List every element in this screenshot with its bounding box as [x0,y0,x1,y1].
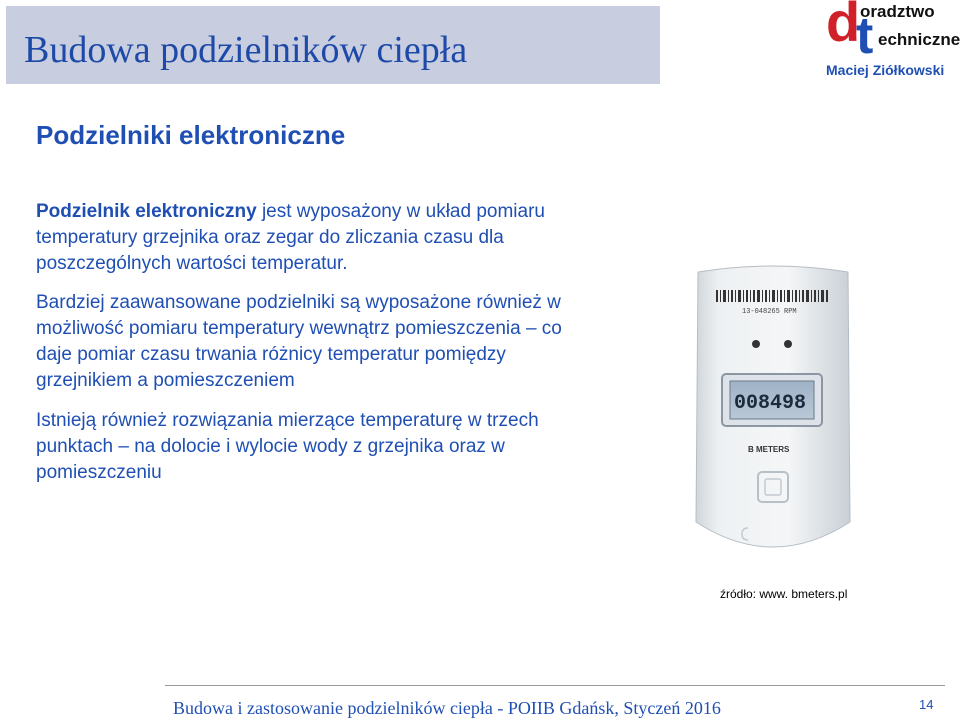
barcode [716,290,828,302]
sensor-dot-left [752,340,760,348]
paragraph-3: Istnieją również rozwiązania mierzące temperaturę w trzech punktach – na dolocie i wylocie wody z grzejnika oraz w pomieszczeniu [36,410,539,483]
lcd-display-value: 008498 [734,392,807,415]
heat-cost-allocator-image [690,262,856,562]
logo-line2: echniczne [878,30,960,49]
paragraph-1-bold: Podzielnik elektroniczny [36,201,257,222]
sensor-dot-right [784,340,792,348]
page-title: Budowa podzielników ciepła [24,29,468,71]
title-bar [6,6,660,84]
paragraph-1-rest: jest wyposażony w układ pomiaru temperatury grzejnika oraz zegar do zliczania czasu dla poszczególnych wartości temperatur. [36,201,545,274]
page-number: 14 [919,697,934,712]
logo-letter-d: d [826,0,861,53]
logo-author: Maciej Ziółkowski [826,62,945,78]
paragraph-2: Bardziej zaawansowane podzielniki są wyposażone również w możliwość pomiaru temperatury wewnątrz pomieszczenia – co daje pomiar czasu trwania różnicy temperatur pomiędzy grzejnikiem a pomieszczeniem [36,292,562,391]
image-source-note: źródło: www. bmeters.pl [720,587,848,601]
logo [826,0,960,84]
footer-text: Budowa i zastosowanie podzielników ciepła - POIIB Gdańsk, Styczeń 2016 [173,698,721,718]
section-subtitle: Podzielniki elektroniczne [36,120,346,150]
logo-letter-t: t [856,7,874,65]
paragraph-1 [36,199,596,277]
footer-divider [165,685,945,686]
device-brand: B METERS [748,445,790,454]
logo-line1: oradztwo [860,2,935,21]
device-serial: 13-048265 RPM [742,308,797,316]
